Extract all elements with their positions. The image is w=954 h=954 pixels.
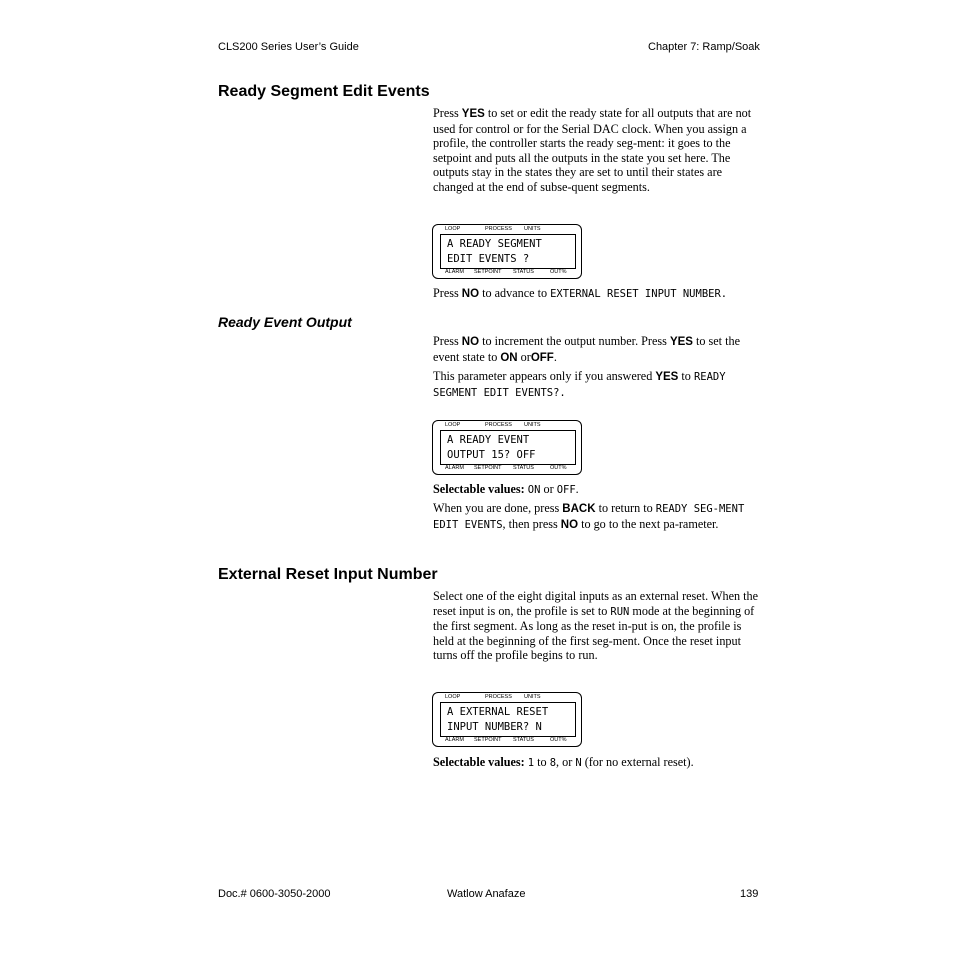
lcd-label-loop: LOOP: [445, 422, 461, 428]
lcd-line-1: A READY SEGMENT: [447, 238, 542, 250]
text: to return to: [598, 501, 653, 515]
lcd-label-setpoint: SETPOINT: [474, 737, 502, 743]
lcd-label-status: STATUS: [513, 465, 534, 471]
value-on: ON: [527, 484, 541, 496]
lcd-screen: [440, 430, 576, 465]
selectable-values-label: Selectable values:: [433, 755, 525, 769]
footer-doc-number: Doc.# 0600-3050-2000: [218, 888, 331, 900]
text: or: [520, 349, 531, 364]
lcd-label-out: OUT%: [550, 465, 567, 471]
lcd-label-loop: LOOP: [445, 226, 461, 232]
text: to: [537, 755, 547, 769]
text: When you are done, press: [433, 501, 560, 515]
subsection-heading-ready-event-output: Ready Event Output: [218, 314, 352, 330]
lcd-line-2: INPUT NUMBER? N: [447, 721, 542, 733]
lcd-display-external-reset: [432, 692, 582, 747]
parameter-name: READY SEG-MENT EDIT EVENTS: [433, 503, 745, 531]
paragraph-external-reset-intro: [433, 589, 763, 663]
lcd-label-alarm: ALARM: [445, 465, 464, 471]
lcd-label-units: UNITS: [524, 226, 541, 232]
value-1: 1: [527, 757, 535, 769]
lcd-label-alarm: ALARM: [445, 269, 464, 275]
lcd-screen: [440, 234, 576, 269]
key-off: OFF: [530, 351, 554, 364]
lcd-label-status: STATUS: [513, 269, 534, 275]
lcd-line-1: A EXTERNAL RESET: [447, 706, 549, 718]
text: Select one of the eight digital inputs as an external reset. When the reset input is on, the profile is set to: [433, 589, 759, 618]
text: to set or edit the ready state for all outputs that are not used for control or for the Serial DAC clock. When you assign a profile, the controller starts the ready seg-ment: it goes to the setpoint and puts all the outputs in the state you set here. The outputs stay in the states they are set to until their states are changed at the end of subse-quent segments.: [433, 106, 752, 194]
key-no: NO: [560, 518, 579, 531]
text: .: [575, 482, 579, 496]
lcd-label-process: PROCESS: [485, 226, 512, 232]
lcd-label-out: OUT%: [550, 269, 567, 275]
parameter-name: READY SEGMENT EDIT EVENTS?.: [433, 371, 726, 399]
value-off: OFF: [556, 484, 576, 496]
lcd-top-labels: [433, 422, 581, 430]
text: Press: [433, 286, 459, 300]
key-no: NO: [461, 288, 480, 300]
section-heading-external-reset-input-number: External Reset Input Number: [218, 566, 438, 583]
text: .: [553, 349, 557, 364]
text: , then press: [502, 516, 558, 531]
lcd-top-labels: [433, 694, 581, 702]
lcd-display-ready-segment: [432, 224, 582, 279]
selectable-values-event-output: [433, 482, 763, 498]
text: or: [543, 482, 554, 496]
lcd-label-units: UNITS: [524, 422, 541, 428]
key-on: ON: [500, 351, 518, 364]
lcd-bottom-labels: [433, 269, 581, 277]
paragraph-event-output-condition: [433, 369, 763, 400]
text: (for no external reset).: [584, 755, 694, 769]
selectable-values-external-reset: [433, 755, 763, 771]
text: to set the event state to: [433, 334, 741, 364]
lcd-label-setpoint: SETPOINT: [474, 269, 502, 275]
lcd-label-process: PROCESS: [485, 422, 512, 428]
paragraph-ready-segment-intro: [433, 106, 763, 195]
mode-run: RUN: [610, 605, 630, 618]
lcd-label-process: PROCESS: [485, 694, 512, 700]
lcd-label-out: OUT%: [550, 737, 567, 743]
text: , or: [556, 755, 573, 769]
lcd-label-status: STATUS: [513, 737, 534, 743]
text: Press: [433, 106, 459, 120]
lcd-screen: [440, 702, 576, 737]
lcd-line-2: EDIT EVENTS ?: [447, 253, 530, 265]
value-8: 8: [549, 757, 557, 769]
lcd-line-2: OUTPUT 15? OFF: [447, 449, 536, 461]
footer-page-number: 139: [740, 888, 759, 900]
lcd-bottom-labels: [433, 737, 581, 745]
paragraph-event-output-instructions: [433, 334, 763, 365]
lcd-top-labels: [433, 226, 581, 234]
running-header-chapter: Chapter 7: Ramp/Soak: [648, 41, 760, 53]
lcd-label-setpoint: SETPOINT: [474, 465, 502, 471]
text: to increment the output number. Press: [482, 334, 667, 348]
paragraph-advance-note: [433, 286, 763, 302]
lcd-label-alarm: ALARM: [445, 737, 464, 743]
text: This parameter appears only if you answered: [433, 369, 653, 383]
footer-company: Watlow Anafaze: [447, 888, 526, 900]
selectable-values-label: Selectable values:: [433, 482, 525, 496]
lcd-bottom-labels: [433, 465, 581, 473]
text: to advance to: [482, 286, 548, 300]
key-yes: YES: [461, 108, 485, 120]
key-yes: YES: [669, 336, 693, 348]
text: mode at the beginning of the first segment. As long as the reset in-put is on, the profile is held at the beginning of the first seg-ment. Once the reset input turns off the profile begins to run.: [433, 603, 755, 663]
key-back: BACK: [562, 503, 596, 515]
lcd-label-units: UNITS: [524, 694, 541, 700]
text: to go to the next pa-rameter.: [581, 516, 719, 531]
value-n: N: [575, 757, 582, 769]
lcd-label-loop: LOOP: [445, 694, 461, 700]
lcd-line-1: A READY EVENT: [447, 434, 530, 446]
text: to: [681, 369, 691, 383]
paragraph-return-instructions: [433, 501, 763, 532]
key-no: NO: [461, 336, 480, 348]
section-heading-ready-segment-edit-events: Ready Segment Edit Events: [218, 83, 430, 100]
lcd-display-ready-event-output: [432, 420, 582, 475]
text: Press: [433, 334, 459, 348]
parameter-name: EXTERNAL RESET INPUT NUMBER.: [550, 288, 728, 300]
key-yes: YES: [655, 371, 679, 383]
running-header-title: CLS200 Series User’s Guide: [218, 41, 359, 53]
